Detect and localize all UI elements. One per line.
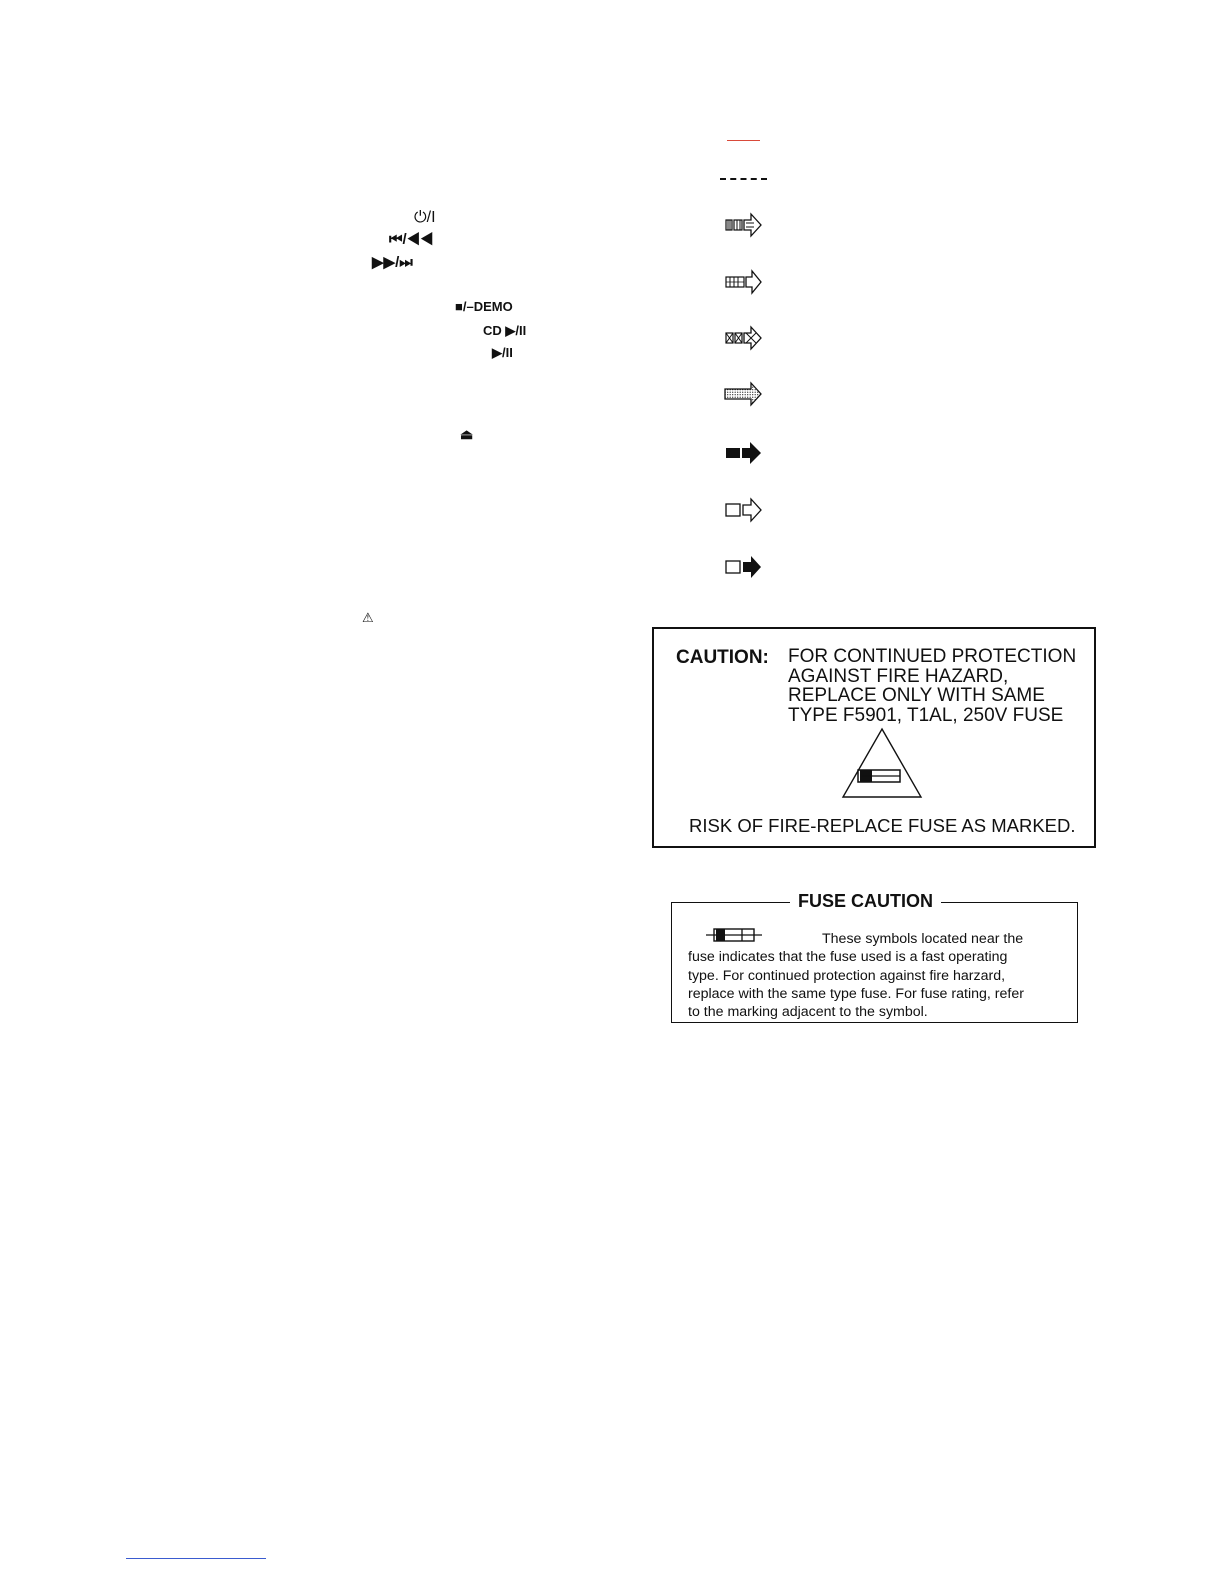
caution-risk-text: RISK OF FIRE-REPLACE FUSE AS MARKED. [689,815,1076,836]
fuse-caution-line: to the marking adjacent to the symbol. [688,1004,928,1021]
caution-line: FOR CONTINUED PROTECTION [788,646,1077,667]
filled-arrow-icon [724,440,764,466]
caution-line: TYPE F5901, T1AL, 250V FUSE [788,704,1064,726]
eject-symbol: ⏏ [460,426,474,442]
fuse-caution-box [671,891,1078,1023]
fuse-caution-text [688,930,1073,1021]
grid-arrow-icon [724,269,764,295]
warning-symbol: ⚠ [362,610,374,625]
solid-line-legend [727,140,760,141]
dotted-arrow-icon [724,381,764,407]
caution-box [652,627,1096,848]
fuse-caution-title: FUSE CAUTION [790,891,941,912]
outline-arrow-icon [724,497,764,523]
fuse-caution-line: These symbols located near the [822,931,1024,947]
fuse-caution-line: replace with the same type fuse. For fuse rating, refer [688,985,1024,1002]
dashed-line-legend [720,178,767,180]
caution-line: REPLACE ONLY WITH SAME [788,685,1045,706]
fuse-caution-line: type. For continued protection against fire harzard, [688,967,1006,984]
skip-forward-symbol: ▶▶/⏭ [372,254,413,271]
caution-text [788,647,1076,725]
fuse-caution-line: fuse indicates that the fuse used is a fast operating [688,949,1008,966]
play-pause-symbol: ▶/II [492,345,513,360]
cd-play-pause-symbol: CD ▶/II [483,323,527,338]
striped-arrow-icon [724,212,764,238]
skip-back-symbol: ⏮/◀◀ [389,231,434,248]
caution-line: AGAINST FIRE HAZARD, [788,665,1009,687]
power-symbol: ⏻/I [414,209,436,226]
outline-box-filled-arrow-icon [724,554,764,580]
fuse-warning-triangle-icon [840,727,924,799]
stop-demo-symbol: ■/–DEMO [455,299,513,314]
cross-hatched-arrow-icon [724,325,764,351]
caution-label: CAUTION: [676,647,769,668]
footer-rule [126,1558,266,1559]
